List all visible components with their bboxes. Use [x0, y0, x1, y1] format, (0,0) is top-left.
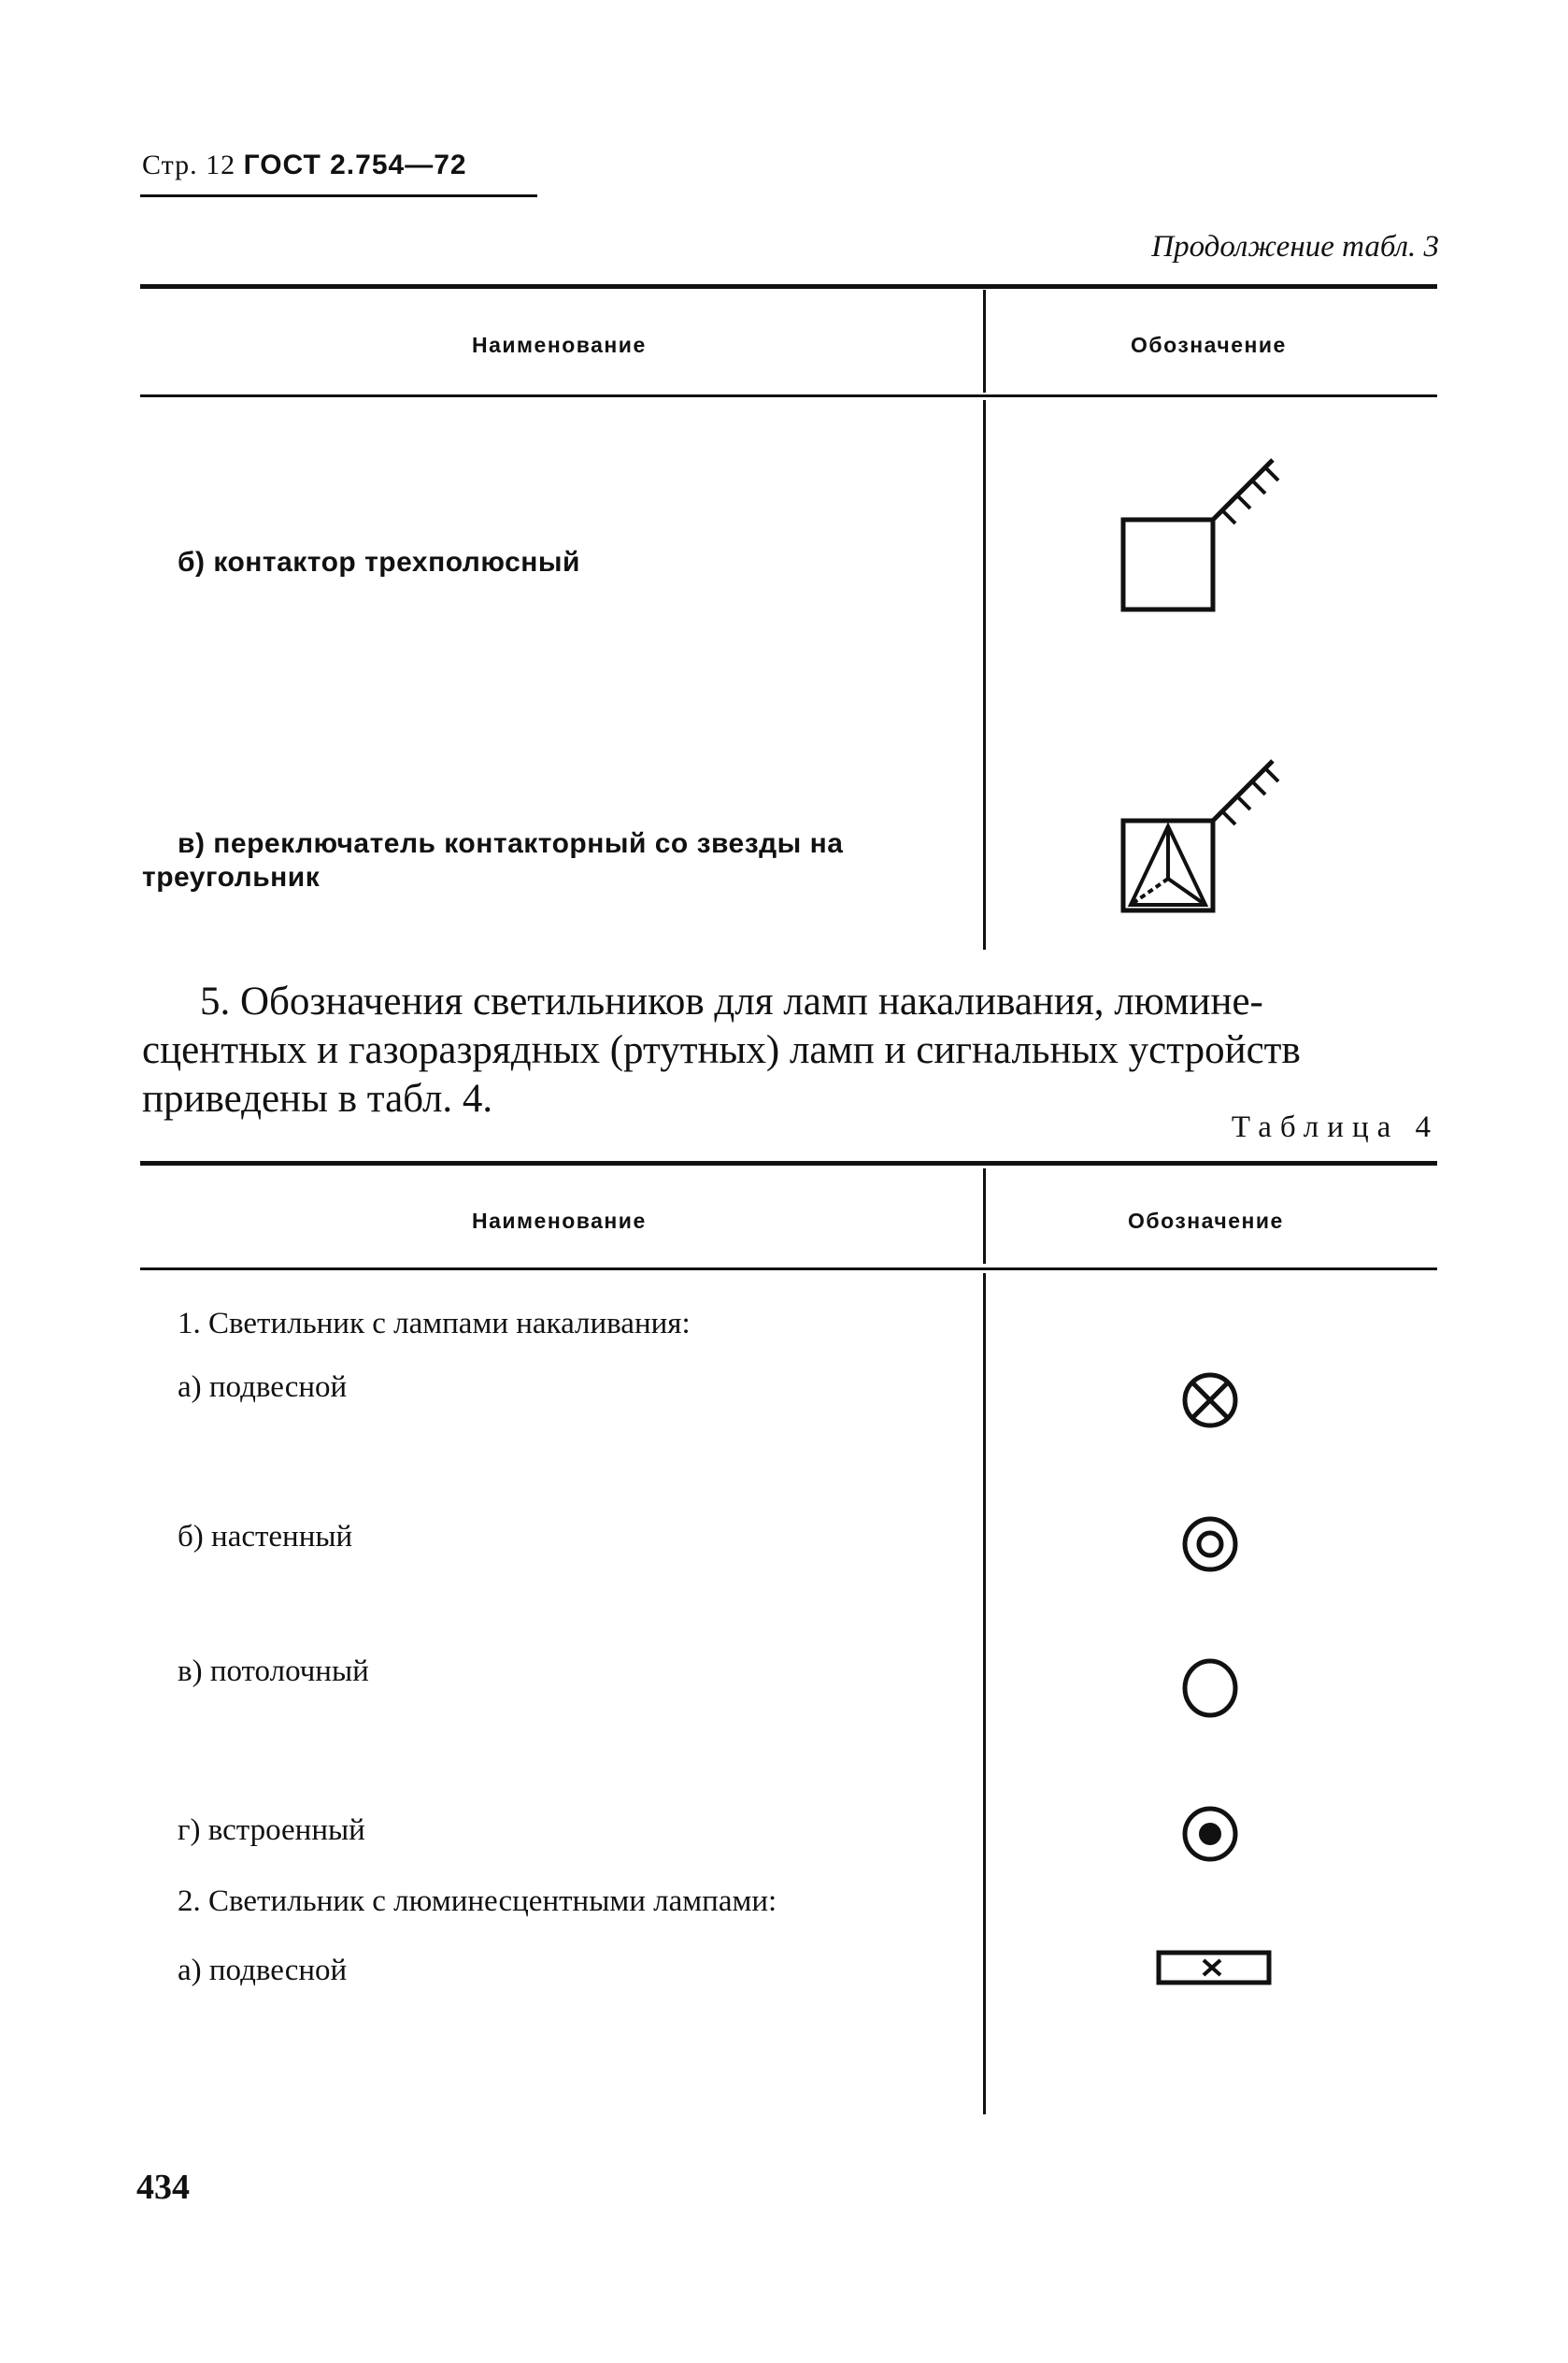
wall-lamp-icon — [1180, 1514, 1240, 1574]
page-header — [142, 150, 467, 181]
fluorescent-pendant-icon — [1155, 1947, 1273, 1988]
table4-col-symbol: Обозначение — [1128, 1209, 1284, 1233]
table3-row-b-label: б) контактор трехполюсный — [178, 547, 580, 578]
table4-row-fluorescent-pendant: а) подвесной — [178, 1954, 348, 1987]
table3-header-divider — [983, 290, 986, 393]
paragraph-line-2: сцентных и газоразрядных (ртутных) ламп и сигнальных устройств — [142, 1028, 1301, 1072]
table4-header-divider — [983, 1168, 986, 1264]
table3-row-v-line1: в) переключатель контакторный со звезды на — [178, 828, 844, 859]
three-pole-contactor-icon — [1112, 449, 1318, 617]
table3-body-divider — [983, 400, 986, 950]
star-delta-contactor-switch-icon — [1112, 748, 1318, 925]
table4-row-ceiling: в) потолочный — [178, 1654, 369, 1688]
table3-caption: Продолжение табл. 3 — [1151, 230, 1439, 264]
table3-top-rule — [140, 284, 1437, 289]
paragraph-line-3: приведены в табл. 4. — [142, 1077, 493, 1121]
table4-row-wall: б) настенный — [178, 1520, 353, 1554]
table4-row-pendant: а) подвесной — [178, 1370, 348, 1404]
table3-row-v-line2: треугольник — [142, 862, 321, 893]
header-rule — [140, 194, 537, 197]
doc-code: ГОСТ 2.754—72 — [243, 150, 467, 180]
table4-header-rule — [140, 1267, 1437, 1270]
table4-top-rule — [140, 1161, 1437, 1166]
page-label: Стр. 12 — [142, 150, 236, 180]
table3-col-symbol: Обозначение — [1131, 333, 1287, 357]
section-5-paragraph — [142, 978, 1441, 1124]
paragraph-line-1: 5. Обозначения светильников для ламп накаливания, люмине- — [200, 980, 1263, 1024]
page-number: 434 — [136, 2168, 190, 2207]
table3-header-rule — [140, 394, 1437, 397]
pendant-lamp-icon — [1180, 1370, 1240, 1430]
table4-title: Таблица 4 — [1231, 1110, 1439, 1144]
table4-group1: 1. Светильник с лампами накаливания: — [178, 1307, 691, 1340]
table4-body-divider — [983, 1273, 986, 2114]
recessed-lamp-icon — [1180, 1804, 1240, 1864]
table4-row-recessed: г) встроенный — [178, 1813, 365, 1847]
table4-group2: 2. Светильник с люминесцентными лампами: — [178, 1884, 777, 1918]
table3-col-name: Наименование — [472, 333, 647, 357]
ceiling-lamp-icon — [1180, 1656, 1240, 1720]
table4-col-name: Наименование — [472, 1209, 647, 1233]
